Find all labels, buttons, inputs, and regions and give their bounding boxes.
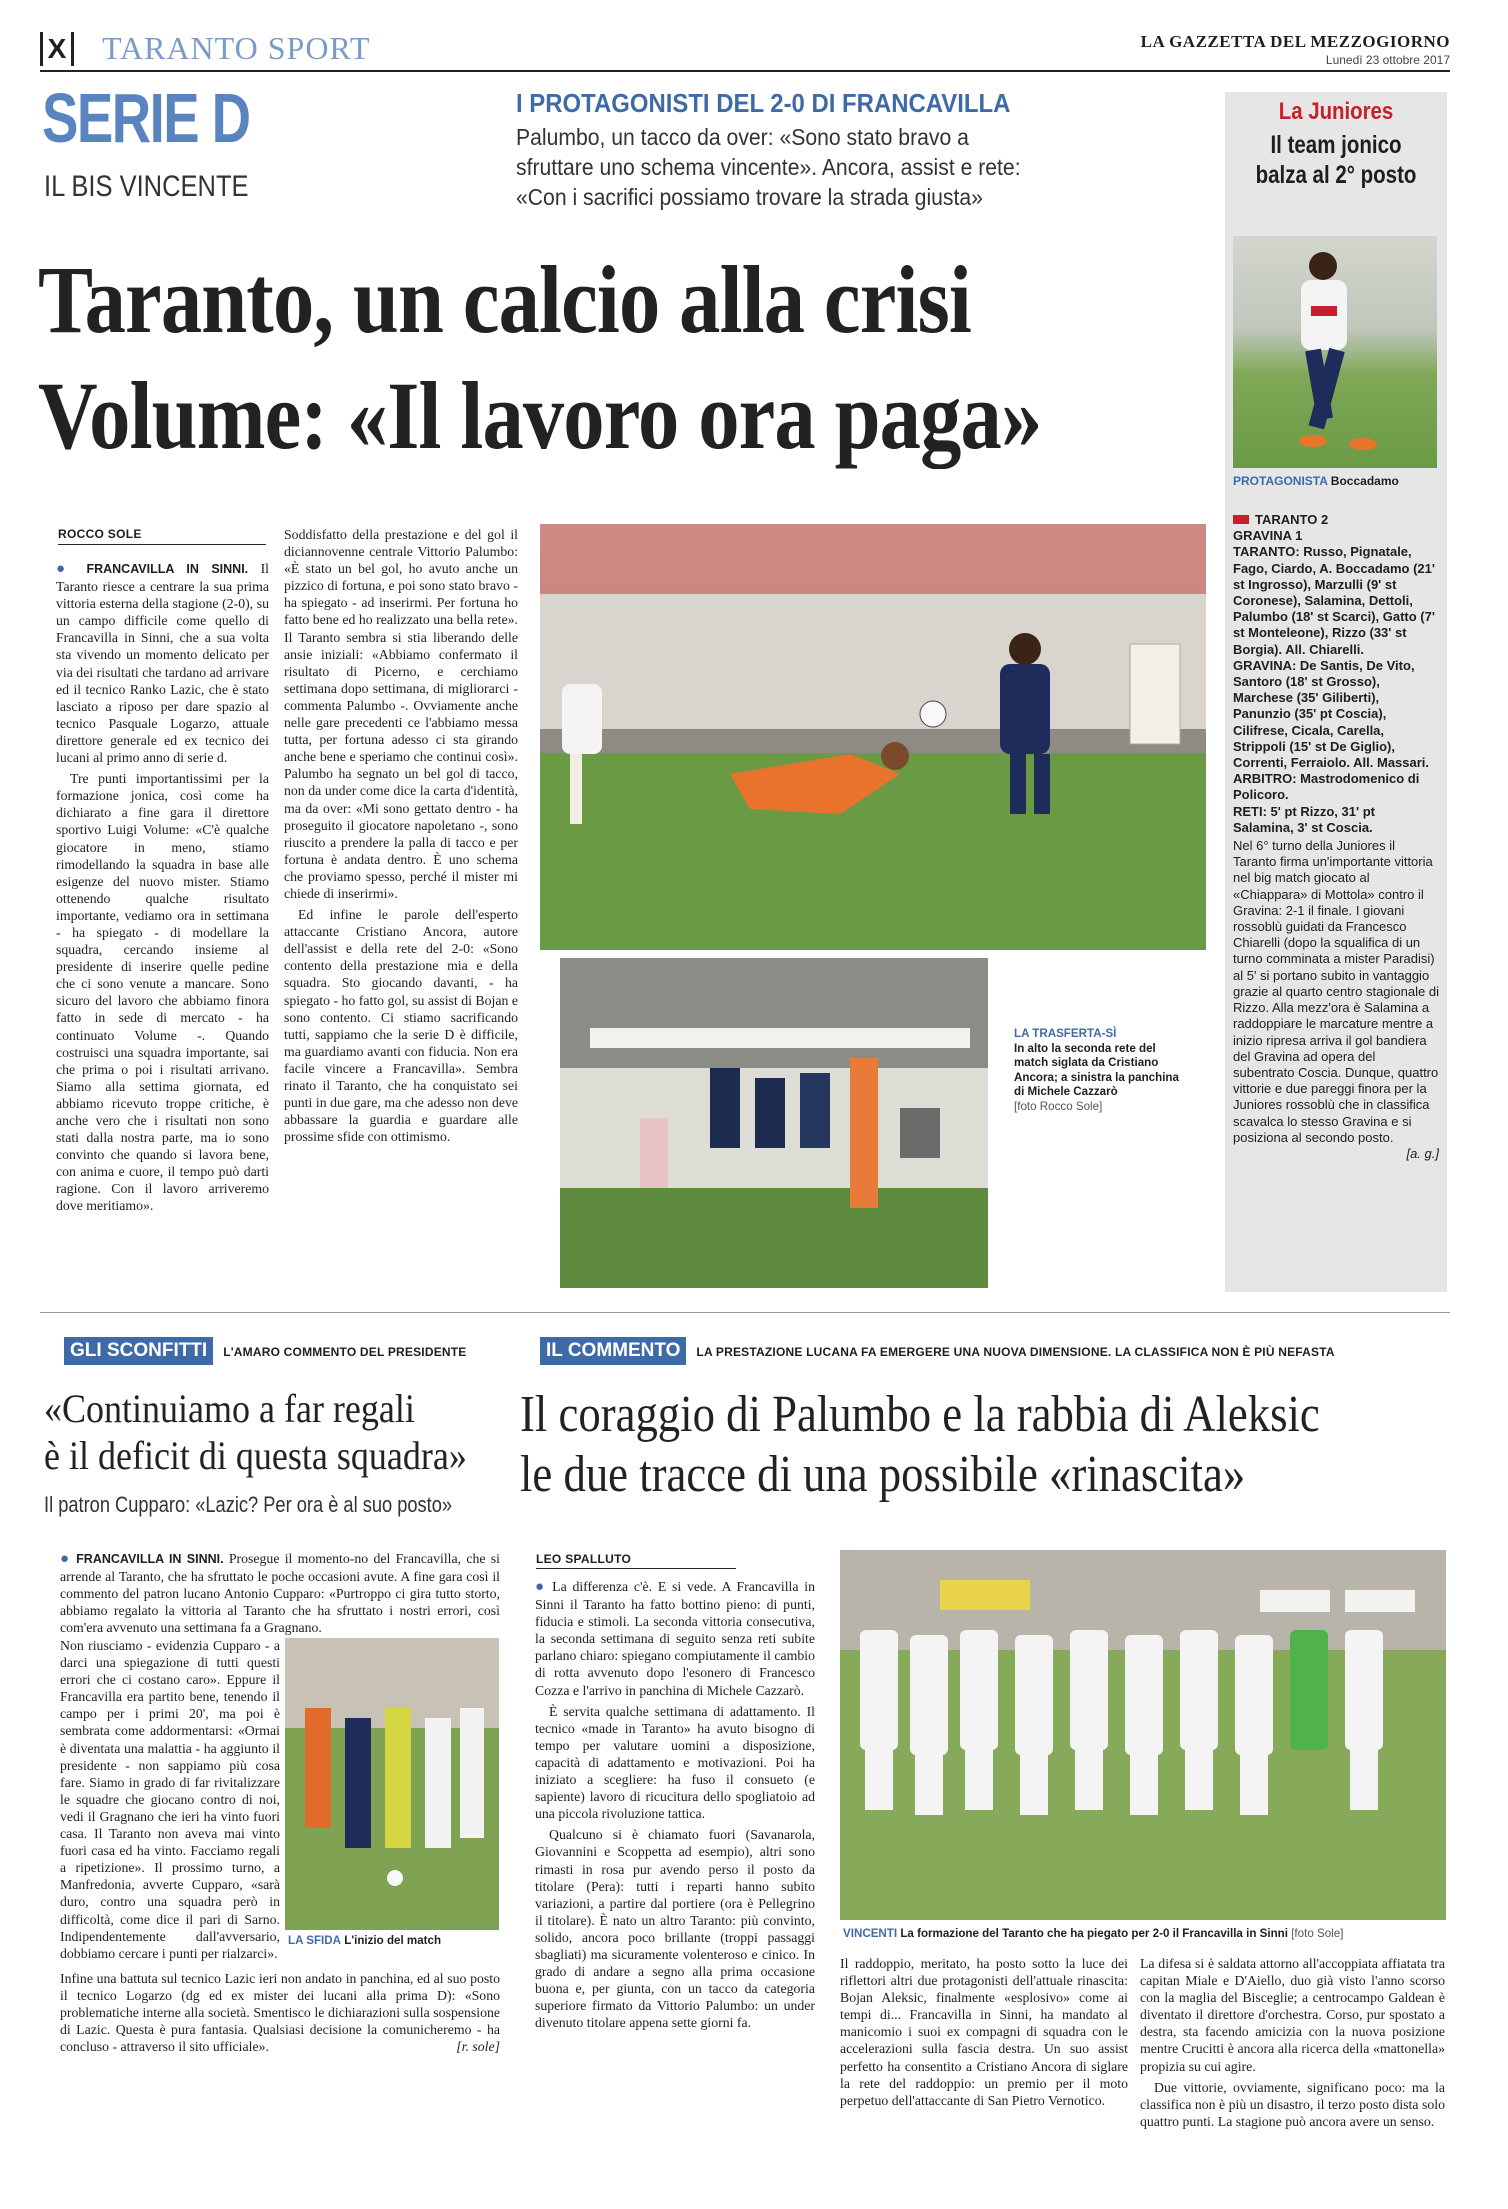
article1-column-2 <box>284 526 518 1316</box>
sfida-photo <box>285 1638 499 1930</box>
commento-kicker-text: LA PRESTAZIONE LUCANA FA EMERGERE UNA NUOVA DIMENSIONE. LA CLASSIFICA NON È PIÙ NEFASTA <box>696 1345 1335 1359</box>
article1-paragraph-4: Ed infine le parole dell'esperto attaccante Cristiano Ancora, autore dell'assist e della rete del 2-0: «Sono contento della prestazione mia e della squadra. Sto giocando davanti, - ha spiegato - ho fatto gol, su assist di Bojan e sono contento. Ci stiamo sacrificando tutti, sappiamo che la serie D è difficile, ma guardiamo avanti con fiducia. Non era facile vincere a Francavilla». Sembra rinato il Taranto, che ha conquistato sei punti in due gare, ma che adesso non deve abbassare la guardia e guardare alle prossime sfide con ottimismo. <box>284 907 518 1145</box>
article1-column-1 <box>56 560 269 1320</box>
commento-tag: IL COMMENTO <box>540 1337 686 1365</box>
summary-line: «Con i sacrifici possiamo trovare la strada giusta» <box>516 184 983 210</box>
referee: ARBITRO: Mastrodomenico di Policoro. <box>1233 771 1420 803</box>
goal-photo <box>540 524 1206 950</box>
caption-tag: LA SFIDA <box>288 1934 342 1947</box>
match-report <box>1233 512 1439 1292</box>
match-start-illustration <box>285 1638 499 1930</box>
newspaper-name: LA GAZZETTA DEL MEZZOGIORNO <box>1140 32 1450 51</box>
boccadamo-photo <box>1233 236 1437 468</box>
article1-paragraph-3: Soddisfatto della prestazione e del gol il diciannovenne centrale Vittorio Palumbo: «È stato un bel gol, ho avuto anche un pizzico di fortuna, e poi sono stato bravo - ha spiegato - ad inserirmi. Per fortuna ho fatto bene ed ho realizzato una bella rete». Il Taranto sembra si stia liberando delle ansie iniziali: «Abbiamo confermato il risultato di Picerno, e cerchiamo settimana dopo settimana, di migliorarci - commenta Palumbo -. Ovviamente anche nelle gare precedenti ce l'abbiamo messa tutta, per fortuna adesso ci sta girando anche bene e speriamo che continui così». Palumbo ha segnato un bel gol di tacco, non da under come dice la carta d'identità, ma da over: «Mi sono gettato dentro - ha proseguito il giocatore napoletano -, sono riuscito a prendere la palla di tacco e per fortuna è andata dentro. È uno schema che proviamo spesso, perché il mister mi chiede di inserirmi». <box>284 527 518 901</box>
section-divider <box>40 1312 1450 1313</box>
commento-column-1 <box>535 1578 815 2198</box>
league-label: SERIE D <box>42 79 250 157</box>
photo-caption-tag: PROTAGONISTA <box>1233 474 1328 488</box>
sconfitti-headline-line: «Continuiamo a far regali <box>44 1386 415 1431</box>
protagonists-title: I PROTAGONISTI DEL 2-0 DI FRANCAVILLA <box>516 88 1011 118</box>
photo-caption-name: Boccadamo <box>1330 474 1399 488</box>
article1-paragraph-2: Tre punti importantissimi per la formazione jonica, così come ha dichiarato a fine gara il direttore sportivo Luigi Volume: «C'è qualche giocatore in meno, stiamo rimodellando la squadra in base alle esigenze del nuovo mister. Stiamo ottenendo qualche risultato importante, vediamo ora in settimana - ha spiegato - di modellare la squadra, cercando insieme al presidente di inserire quelle pedine che ci sono venute a mancare. Sono sicuro del lavoro che abbiamo finora fatto in sede di mercato - ha continuato Volume -. Quando costruisci una squadra importante, sai che prima o poi i risultati arrivano. Siamo alla settima giornata, ed abbiamo ricevuto troppe critiche, è anche vero che i risultati non sono stati dalla nostra parte, ma io sono convinto che quando si lavora bene, con anima e cuore, il tempo può darti ragione. Con il lavoro arriveremo dove meritiamo». <box>56 771 269 1214</box>
caption-text: La formazione del Taranto che ha piegato per 2-0 il Francavilla in Sinni <box>900 1927 1288 1940</box>
headline-line-1: Taranto, un calcio alla crisi <box>38 246 971 353</box>
lineup-taranto: TARANTO: Russo, Pignatale, Fago, Ciardo, A. Boccadamo (21' st Ingrosso), Marzulli (9' st Coronese), Salamina, Dettoli, Palumbo (18' st Scarci), Gatto (7' st Monteleone), Rizzo (33' st Borgia). All. Chiarelli. <box>1233 544 1435 657</box>
commento-headline-line: Il coraggio di Palumbo e la rabbia di Aleksic <box>520 1386 1320 1443</box>
sidebar-headline-line: balza al 2° posto <box>1255 161 1417 189</box>
commento-paragraph-3: Qualcuno si è chiamato fuori (Savanarola, Giovannini e Scoppetta ad esempio), altri sono rimasti in rosa pur avendo perso il posto da titolare (Pera): tutti i reparti hanno subito variazioni, a partire dal portiere (ora è Pellegrino il titolare). È nato un altro Taranto: più convinto, solido, ancora poco brillante (troppi passaggi sbagliati) ma sicuramente volenteroso e cinico. In grado di andare a segno alla prima occasione buona e, per giunta, con un tacco da categoria superiore firmato da Vittorio Palumbo: un under divenuto titolare appena sette giorni fa. <box>535 1827 815 2031</box>
team-lineup-illustration <box>840 1550 1446 1920</box>
caption-text: In alto la seconda rete del match siglata da Cristiano Ancora; a sinistra la panchina di Michele Cazzarò <box>1014 1041 1179 1098</box>
sconfitti-tag: GLI SCONFITTI <box>64 1337 213 1365</box>
score-line-2: GRAVINA 1 <box>1233 528 1303 544</box>
score-line-1: TARANTO 2 <box>1233 512 1439 528</box>
byline-rocco-sole: ROCCO SOLE <box>58 527 266 545</box>
commento-headline <box>520 1385 1346 1505</box>
caption-tag: VINCENTI <box>843 1927 898 1940</box>
commento-paragraph-2: È servita qualche settimana di adattamento. Il tecnico «made in Taranto» ha avuto bisogno di tempo per valutare uomini a disposizione, capacità di adattamento e motivazioni. Poi ha iniziato a scegliere: ha fuso il consueto (e sapiente) lavoro di ricucitura dello spogliatoio ad una piccola rivoluzione tattica. <box>535 1703 815 1822</box>
page-number: X <box>40 32 74 66</box>
protagonists-summary <box>516 122 1068 212</box>
team-photo <box>840 1550 1446 1920</box>
commento-headline-line: le due tracce di una possibile «rinascita» <box>520 1446 1246 1503</box>
headline-line-2: Volume: «Il lavoro ora paga» <box>38 362 1042 469</box>
player-illustration <box>1233 236 1437 468</box>
sconfitti-headline <box>44 1385 512 1479</box>
juniores-sidebar <box>1225 92 1447 1292</box>
sconfitti-intro <box>60 1550 500 1640</box>
trasferta-caption <box>1014 1027 1184 1114</box>
article1-paragraph-1: ● FRANCAVILLA IN SINNI. Il Taranto riesce a centrare la sua prima vittoria esterna della stagione (2-0), su un campo difficile come quello di Francavilla in Sinni, che a sua volta sta vivendo un momento delicato per via dei risultati che tardano ad arrivare ed il tecnico Ranko Lazic, che è stato lasciato a riposo per dare spazio al tecnico Pasquale Logarzo, attuale direttore generale ed ex tecnico dei lucani al primo anno di serie d. <box>56 561 269 766</box>
sidebar-headline <box>1245 130 1427 190</box>
summary-line: Palumbo, un tacco da over: «Sono stato bravo a <box>516 124 969 150</box>
sconfitti-paragraph-3: Infine una battuta sul tecnico Lazic ieri non andato in panchina, ed al suo posto il tecnico Logarzo (dg ed ex mister dei lucani alla prima D): «Sono problematiche interne alla società. Smentisco le dichiarazioni sulla sospensione di Lazic. Questa è pura fantasia. Qualsiasi decisione la comunicheremo - ha concluso - attraverso il sito ufficiale». [r. sole] <box>60 1971 500 2055</box>
sconfitti-closing <box>60 1970 500 2059</box>
goals: RETI: 5' pt Rizzo, 31' pt Salamina, 3' st Coscia. <box>1233 803 1375 835</box>
section-title: TARANTO SPORT <box>102 30 371 66</box>
sconfitti-kicker <box>64 1337 504 1367</box>
bullet-icon: ● <box>535 1579 547 1595</box>
sconfitti-paragraph-2: Non riusciamo - evidenzia Cupparo - a darci una spiegazione di tutti questi errori che ci costano caro». Eppure il Francavilla era partito bene, tenendo il campo per i primi 20', ma poi è sembrata come addormentarsi: «Ormai è diventata una malattia - ha aggiunto il presidente - non sappiamo più cosa fare. Siamo in grado di far rivitalizzare le squadre che giocano contro di noi, vedi il Gragnano che ieri ha vinto fuori casa. Il Taranto non aveva mai vinto fuori casa ed ha vinto. Facciamo regali a ripetizione». Il prossimo turno, a Manfredonia, avverte Cupparo, «sarà duro, contro una squadra però in difficoltà, come dice il pari di Sarno. Indipendentemente dall'avversario, dobbiamo cercare i punti per rialzarci». <box>60 1638 280 1961</box>
caption-text: L'inizio del match <box>344 1934 442 1947</box>
summary-line: sfruttare uno schema vincente». Ancora, assist e rete: <box>516 154 1021 180</box>
photo-caption <box>1233 474 1445 488</box>
page-header <box>40 30 1450 72</box>
commento-kicker <box>540 1337 1450 1367</box>
sconfitti-kicker-text: L'AMARO COMMENTO DEL PRESIDENTE <box>223 1345 467 1359</box>
bullet-icon: ● <box>56 561 75 577</box>
sconfitti-left-column <box>60 1637 280 1967</box>
bench-photo <box>560 958 988 1288</box>
sfida-caption <box>288 1934 500 1949</box>
commento-paragraph-5: La difesa si è saldata attorno all'accoppiata affiatata tra capitan Miale e D'Aiello, duo già visto l'anno scorso con la maglia del Bisceglie; a centrocampo Galdean è diventato il direttore d'orchestra. Corso, pur spostato a destra, sta facendo amicizia con la nuova posizione mentre Crucitti è ancora alla ricerca della «mattonella» propizia su cui agire. <box>1140 1956 1445 2074</box>
sidebar-title: La Juniores <box>1278 98 1394 125</box>
byline-leo-spalluto: LEO SPALLUTO <box>536 1552 736 1569</box>
sconfitti-subhead: Il patron Cupparo: «Lazic? Per ora è al suo posto» <box>44 1492 453 1517</box>
caption-credit: [foto Sole] <box>1291 1927 1344 1940</box>
commento-paragraph-4: Il raddoppio, meritato, ha posto sotto la luce dei riflettori altri due protagonisti dell'attuale rinascita: Bojan Aleksic, finalmente «esplosivo» come ai tempi di... Francavilla in Sinni, ha mandato al manicomio i suoi ex compagni di squadra con le accelerazioni sulla fascia destra. Un suo assist perfetto ha consentito a Cristiano Ancora di siglare la rete del raddoppio: un premio per il moto perpetuo dell'attaccante di San Pietro Vernotico. <box>840 1956 1128 2108</box>
red-marker-icon <box>1233 515 1249 524</box>
issue-date: Lunedì 23 ottobre 2017 <box>1325 53 1450 67</box>
sconfitti-signature: [r. sole] <box>456 2039 500 2055</box>
main-headline <box>38 242 1070 474</box>
caption-tag: LA TRASFERTA-SÌ <box>1014 1027 1117 1040</box>
sconfitti-paragraph-1: ● FRANCAVILLA IN SINNI. Prosegue il momento-no del Francavilla, che si arrende al Taranto, che ha sfruttato le poche occasioni avute. A fine gara così il commento del patron lucano Antonio Cupparo: «Purtroppo ci gira tutto storto, abbiamo regalato la vittoria al Taranto che ha sfruttato i nostri errori, così com'era avvenuto una settimana fa a Gragnano. <box>60 1551 500 1636</box>
sidebar-headline-line: Il team jonico <box>1270 131 1402 159</box>
commento-paragraph-6: Due vittorie, ovviamente, significano poco: ma la classifica non è più un disastro, il terzo posto dista solo quattro punti. La stagione può ancora avere un senso. <box>1140 2079 1445 2129</box>
goal-scene-illustration <box>540 524 1206 950</box>
sidebar-body: Nel 6° turno della Juniores il Taranto firma un'importante vittoria nel big match giocato al «Chiappara» di Mottola» contro il Gravina: 2-1 il finale. I giovani rossoblù guidati da Francesco Chiarelli (dopo la squalifica di un turno comminata a mister Paradisi) al 5' si portano subito in vantaggio grazie al quarto centro stagionale di Rizzo. Alla mezz'ora è Salamina a raddoppiare le marcature mentre a inizio ripresa arriva il gol bandiera del Gravina ad opera del subentrato Coscia. Dunque, quattro vittorie e due pareggi finora per la Juniores rossoblù che in classifica scavalca lo stesso Gravina e si posiziona al secondo posto. <box>1233 838 1439 1145</box>
lineup-gravina: GRAVINA: De Santis, De Vito, Santoro (18' st Grosso), Marchese (35' Giliberti), Panunzio (35' pt Coscia), Cilifrese, Cicala, Carella, Strippoli (15' st De Giglio), Correnti, Ferraiolo. All. Massari. <box>1233 657 1430 771</box>
bullet-icon: ● <box>60 1551 71 1567</box>
commento-column-3 <box>1140 1955 1445 2195</box>
commento-paragraph-1: ● La differenza c'è. E si vede. A Francavilla in Sinni il Taranto ha fatto bottino pieno: di punti, fiducia e stimoli. La seconda vittoria consecutiva, la seconda settimana di seguito senza reti subite parlano chiaro: spiegano compiutamente il cambio di rotta avvenuto dopo l'esonero di Francesco Cozza e l'arrivo in panchina di Michele Cazzarò. <box>535 1579 815 1698</box>
bench-scene-illustration <box>560 958 988 1288</box>
vincenti-caption <box>843 1927 1453 1942</box>
league-subtitle: IL BIS VINCENTE <box>44 170 249 203</box>
commento-column-2 <box>840 1955 1128 2195</box>
sidebar-signature: [a. g.] <box>1406 1145 1439 1161</box>
sconfitti-headline-line: è il deficit di questa squadra» <box>44 1433 467 1478</box>
caption-credit: [foto Rocco Sole] <box>1014 1099 1103 1113</box>
